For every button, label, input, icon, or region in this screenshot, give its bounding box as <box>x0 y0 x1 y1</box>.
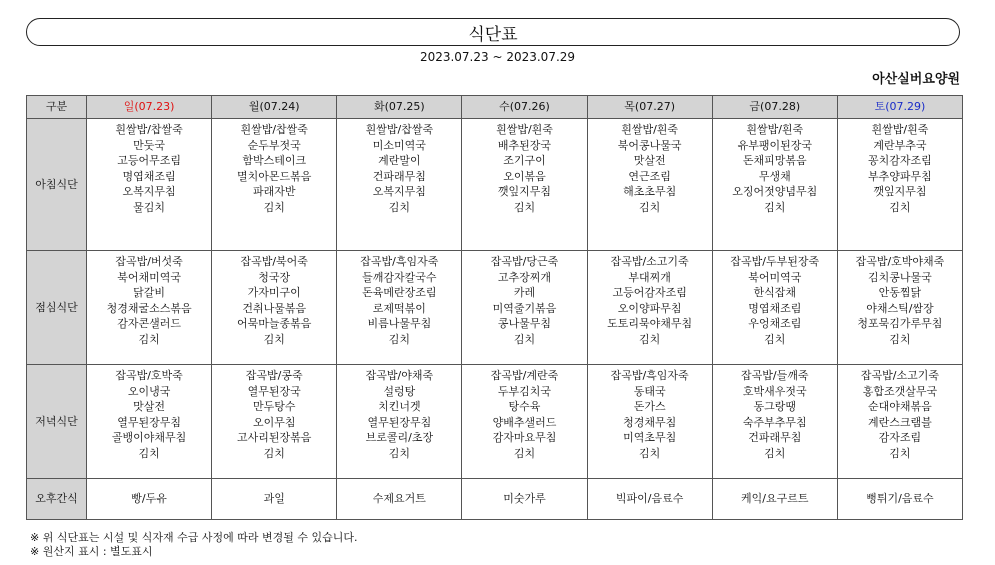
menu-item: 가자미구이 <box>247 286 301 300</box>
snack-cell: 빵/두유 <box>87 479 212 520</box>
menu-item: 잡곡밥/소고기죽 <box>610 255 689 268</box>
menu-item: 동그랑땡 <box>753 400 797 414</box>
snack-cell: 케익/요구르트 <box>712 479 837 520</box>
menu-item: 잡곡밥/계란죽 <box>490 369 559 382</box>
menu-item: 김치콩나물국 <box>868 270 932 284</box>
snack-cell: 뻥튀기/음료수 <box>837 479 962 520</box>
menu-item: 잡곡밥/소고기죽 <box>860 369 939 382</box>
menu-item: 김치 <box>513 200 536 214</box>
note-item: ※ 원산지 표시 : 별도표시 <box>30 545 153 558</box>
menu-item: 고사리된장볶음 <box>237 431 312 445</box>
meal-row-label: 점심식단 <box>27 251 87 365</box>
menu-item: 청포묵김가루무침 <box>857 317 943 331</box>
meal-cell <box>712 365 837 479</box>
menu-item: 김치 <box>639 332 661 346</box>
meal-cell <box>587 365 712 479</box>
menu-item: 깻잎지무침 <box>873 185 927 199</box>
menu-item: 연근조림 <box>628 169 671 183</box>
meal-cell <box>837 365 962 479</box>
menu-item: 김치 <box>388 446 410 460</box>
menu-item: 순대야채볶음 <box>868 400 932 414</box>
menu-item: 흰쌀밥/흰죽 <box>871 123 929 136</box>
menu-item: 계란부추국 <box>873 138 927 152</box>
menu-item: 건파래무침 <box>372 169 426 183</box>
day-header-sat: 토(07.29) <box>837 96 962 119</box>
meal-cell <box>87 251 212 365</box>
menu-item: 탕수육 <box>508 400 541 414</box>
note-item: ※ 위 식단표는 시설 및 식자재 수급 사정에 따라 변경될 수 있습니다. <box>30 531 358 544</box>
menu-item: 열무된장무침 <box>117 415 181 429</box>
menu-item: 순두부젓국 <box>247 138 301 152</box>
menu-item: 김치 <box>889 200 911 214</box>
menu-item: 잡곡밥/버섯죽 <box>115 255 183 268</box>
meal-cell <box>87 119 212 251</box>
meal-cell <box>462 365 587 479</box>
menu-item: 김치 <box>138 446 160 460</box>
menu-item: 무생채 <box>758 169 791 183</box>
menu-item: 오징어젓양념무침 <box>732 185 818 199</box>
menu-item: 골뱅이야채무침 <box>111 431 187 445</box>
menu-item: 돈육메란장조림 <box>362 286 437 300</box>
menu-item: 잡곡밥/당근죽 <box>490 255 559 268</box>
menu-item: 도토리묵야채무침 <box>607 317 693 331</box>
meal-cell <box>712 119 837 251</box>
menu-item: 흰쌀밥/찹쌀죽 <box>365 123 434 136</box>
meal-row-label: 아침식단 <box>27 119 87 251</box>
snack-cell: 빅파이/음료수 <box>587 479 712 520</box>
menu-item: 김치 <box>889 332 911 346</box>
menu-item: 잡곡밥/흑임자죽 <box>360 255 439 268</box>
menu-item: 열무된장무침 <box>367 415 432 429</box>
menu-item: 파래자반 <box>252 185 296 199</box>
menu-item: 잡곡밥/들깨죽 <box>741 369 809 382</box>
snack-cell: 과일 <box>212 479 337 520</box>
meal-cell <box>87 365 212 479</box>
menu-item: 계란스크램블 <box>868 415 932 429</box>
snack-cell: 수제요거트 <box>337 479 462 520</box>
menu-item: 조기구이 <box>503 154 546 168</box>
menu-item: 고추장찌개 <box>497 270 552 284</box>
menu-item: 잡곡밥/흑임자죽 <box>610 369 689 382</box>
menu-item: 동태국 <box>633 384 666 398</box>
day-header-wed: 수(07.26) <box>462 96 587 119</box>
menu-item: 야채스틱/쌈장 <box>866 301 934 315</box>
meal-cell <box>337 251 462 365</box>
meal-cell <box>337 365 462 479</box>
menu-item: 두부김치국 <box>497 384 552 398</box>
menu-item: 비름나물무침 <box>367 317 432 331</box>
menu-item: 청경채무침 <box>623 415 677 429</box>
menu-item: 흰쌀밥/흰죽 <box>621 123 679 136</box>
menu-item: 흰쌀밥/찹쌀죽 <box>115 123 183 136</box>
menu-item: 북어콩나물국 <box>617 138 682 152</box>
menu-item: 닭갈비 <box>133 286 166 300</box>
menu-item: 부추양파무침 <box>868 169 932 183</box>
menu-item: 배추된장국 <box>497 138 552 152</box>
menu-item: 북어미역국 <box>748 270 802 284</box>
menu-item: 잡곡밥/호박야채죽 <box>855 255 945 268</box>
menu-item: 고등어무조림 <box>117 154 181 168</box>
day-header-fri: 금(07.28) <box>712 96 837 119</box>
menu-item: 잡곡밥/북어죽 <box>240 255 308 268</box>
menu-item: 해초초무침 <box>623 185 677 199</box>
menu-item: 꽁치감자조림 <box>868 154 932 168</box>
category-header: 구분 <box>27 96 87 119</box>
menu-item: 열무된장국 <box>247 384 301 398</box>
menu-item: 흰쌀밥/찹쌀죽 <box>240 123 308 136</box>
menu-item: 잡곡밥/호박죽 <box>115 369 183 382</box>
menu-item: 한식잡채 <box>753 286 797 300</box>
meal-cell <box>837 119 962 251</box>
menu-item: 북어채미역국 <box>117 270 181 284</box>
menu-item: 맛살전 <box>133 400 166 414</box>
meal-cell <box>212 251 337 365</box>
menu-item: 잡곡밥/두부된장죽 <box>730 255 820 268</box>
menu-item: 잡곡밥/야채죽 <box>365 369 434 382</box>
menu-period: 2023.07.23 ~ 2023.07.29 <box>419 50 576 64</box>
menu-item: 로제떡볶이 <box>372 301 426 315</box>
menu-item: 김치 <box>388 200 410 214</box>
menu-item: 맛살전 <box>633 154 666 168</box>
header-row <box>27 96 963 119</box>
menu-item: 유부팽이된장국 <box>737 138 812 152</box>
meal-cell <box>337 119 462 251</box>
menu-item: 명엽채조림 <box>748 301 802 315</box>
menu-item: 치킨너겟 <box>378 400 421 414</box>
menu-item: 홍합조갯살무국 <box>862 384 938 398</box>
menu-item: 김치 <box>513 446 536 460</box>
menu-item: 건취나물볶음 <box>242 301 307 315</box>
menu-item: 감자마요무침 <box>492 431 557 445</box>
meal-cell <box>587 251 712 365</box>
facility-name: 아산실버요양원 <box>872 72 960 87</box>
day-header-thu: 목(07.27) <box>587 96 712 119</box>
day-header-sun: 일(07.23) <box>87 96 212 119</box>
day-header-tue: 화(07.25) <box>337 96 462 119</box>
meal-row <box>27 251 963 365</box>
menu-item: 오이양파무침 <box>617 301 682 315</box>
menu-item: 콩나물무침 <box>497 317 552 331</box>
menu-item: 김치 <box>764 446 786 460</box>
meal-row <box>27 119 963 251</box>
menu-item: 부대찌개 <box>628 270 671 284</box>
menu-item: 흰쌀밥/흰죽 <box>496 123 553 136</box>
snack-cell: 미숫가루 <box>462 479 587 520</box>
menu-item: 김치 <box>639 200 661 214</box>
page-title <box>26 18 960 46</box>
menu-item: 양배추샐러드 <box>492 415 557 429</box>
menu-item: 오복지무침 <box>372 185 426 199</box>
menu-item: 멸치아몬드볶음 <box>237 169 312 183</box>
menu-item: 김치 <box>889 446 911 460</box>
menu-item: 김치 <box>138 332 160 346</box>
meal-cell <box>587 119 712 251</box>
menu-item: 김치 <box>513 332 536 346</box>
menu-item: 김치 <box>263 200 285 214</box>
menu-item: 깻잎지무침 <box>497 185 552 199</box>
meal-row <box>27 365 963 479</box>
meal-cell <box>462 119 587 251</box>
snack-row-label: 오후간식 <box>27 479 87 520</box>
menu-item: 돈채피망볶음 <box>742 154 807 168</box>
meal-row-label: 저녁식단 <box>27 365 87 479</box>
meal-cell <box>212 365 337 479</box>
menu-item: 호박새우젓국 <box>742 384 807 398</box>
menu-item: 김치 <box>388 332 410 346</box>
menu-item: 숙주부추무침 <box>742 415 807 429</box>
menu-item: 김치 <box>263 446 285 460</box>
menu-item: 설렁탕 <box>383 384 416 398</box>
menu-item: 잡곡밥/콩죽 <box>245 369 303 382</box>
menu-item: 미소미역국 <box>372 138 426 152</box>
menu-item: 김치 <box>764 332 786 346</box>
day-header-mon: 월(07.24) <box>212 96 337 119</box>
menu-item: 돈가스 <box>633 400 666 414</box>
menu-item: 감자조림 <box>878 431 922 445</box>
menu-item: 청경채굴소스볶음 <box>106 301 192 315</box>
menu-item: 흰쌀밥/흰죽 <box>746 123 804 136</box>
menu-item: 김치 <box>639 446 661 460</box>
menu-item: 오복지무침 <box>122 185 176 199</box>
menu-item: 명엽채조림 <box>122 169 176 183</box>
meal-cell <box>712 251 837 365</box>
menu-item: 우엉채조림 <box>748 317 802 331</box>
menu-item: 안동찜닭 <box>878 286 922 300</box>
menu-table <box>26 95 963 520</box>
menu-item: 김치 <box>263 332 285 346</box>
menu-body <box>27 119 963 520</box>
menu-item: 카레 <box>513 286 536 300</box>
menu-item: 만두탕수 <box>252 400 296 414</box>
menu-item: 고등어감자조림 <box>612 286 687 300</box>
menu-item: 함박스테이크 <box>242 154 307 168</box>
menu-item: 김치 <box>764 200 786 214</box>
menu-item: 만둣국 <box>133 138 166 152</box>
menu-item: 오이무침 <box>252 415 296 429</box>
menu-item: 계란말이 <box>378 154 421 168</box>
menu-item: 오이냉국 <box>127 384 171 398</box>
menu-item: 미역초무침 <box>623 431 677 445</box>
menu-item: 감자콘샐러드 <box>117 317 181 331</box>
page-title-text: 식단표 <box>468 24 518 45</box>
snack-row <box>27 479 963 520</box>
meal-cell <box>212 119 337 251</box>
menu-item: 미역줄기볶음 <box>492 301 557 315</box>
menu-item: 오이볶음 <box>503 169 546 183</box>
notes <box>30 531 357 559</box>
menu-item: 들깨감자칼국수 <box>362 270 437 284</box>
menu-item: 물김치 <box>133 200 166 214</box>
meal-cell <box>837 251 962 365</box>
menu-item: 건파래무침 <box>748 431 802 445</box>
menu-item: 어묵마늘종볶음 <box>237 317 312 331</box>
meal-cell <box>462 251 587 365</box>
menu-item: 브로콜리/초장 <box>365 431 434 445</box>
menu-item: 청국장 <box>258 270 291 284</box>
